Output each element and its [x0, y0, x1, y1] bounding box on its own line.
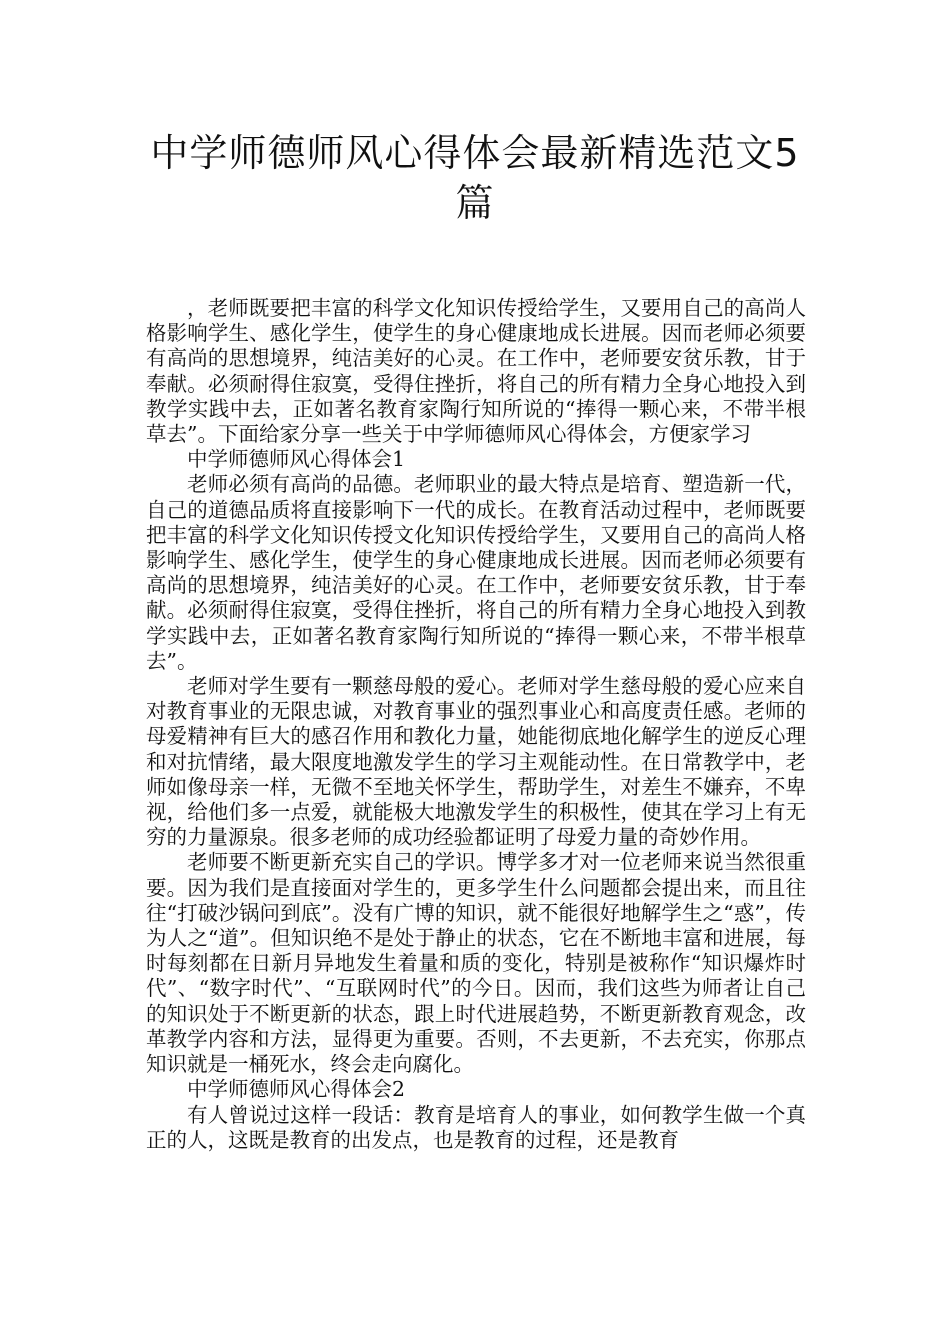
body-paragraph: 有人曾说过这样一段话：教育是培育人的事业，如何教学生做一个真正的人，这既是教育的出发点，也是教育的过程，还是教育 [146, 1102, 806, 1152]
document-title: 中学师德师风心得体会最新精选范文5篇 [150, 131, 800, 225]
body-paragraph: 老师要不断更新充实自己的学识。博学多才对一位老师来说当然很重要。因为我们是直接面对学生的，更多学生什么问题都会提出来，而且往往“打破沙锅问到底”。没有广博的知识，就不能很好地解学生之“惑”，传为人之“道”。但知识绝不是处于静止的状态，它在不断地丰富和进展，每时每刻都在日新月异地发生着量和质的变化，特别是被称作“知识爆炸时代”、“数字时代”、“互联网时代”的今日。因而，我们这些为师者让自己的知识处于不断更新的状态，跟上时代进展趋势，不断更新教育观念，改革教学内容和方法，显得更为重要。否则，不去更新，不去充实，你那点知识就是一桶死水，终会走向腐化。 [146, 850, 806, 1077]
intro-paragraph: ，老师既要把丰富的科学文化知识传授给学生，又要用自己的高尚人格影响学生、感化学生，使学生的身心健康地成长进展。因而老师必须要有高尚的思想境界，纯洁美好的心灵。在工作中，老师要安贫乐教，甘于奉献。必须耐得住寂寞，受得住挫折，将自己的所有精力全身心地投入到教学实践中去，正如著名教育家陶行知所说的“捧得一颗心来，不带半根草去”。下面给家分享一些关于中学师德师风心得体会，方便家学习 [146, 296, 806, 447]
section-heading-1: 中学师德师风心得体会1 [187, 447, 406, 472]
body-paragraph: 老师必须有高尚的品德。老师职业的最大特点是培育、塑造新一代，自己的道德品质将直接影响下一代的成长。在教育活动过程中，老师既要把丰富的科学文化知识传授文化知识传授给学生，又要用自己的高尚人格影响学生、感化学生，使学生的身心健康地成长进展。因而老师必须要有高尚的思想境界，纯洁美好的心灵。在工作中，老师要安贫乐教，甘于奉献。必须耐得住寂寞，受得住挫折，将自己的所有精力全身心地投入到教学实践中去，正如著名教育家陶行知所说的“捧得一颗心来，不带半根草去”。 [146, 472, 806, 673]
section-heading-2: 中学师德师风心得体会2 [187, 1077, 406, 1102]
document-body [146, 296, 806, 1153]
body-paragraph: 老师对学生要有一颗慈母般的爱心。老师对学生慈母般的爱心应来自对教育事业的无限忠诚，对教育事业的强烈事业心和高度责任感。老师的母爱精神有巨大的感召作用和教化力量，她能彻底地化解学生的逆反心理和对抗情绪，最大限度地激发学生的学习主观能动性。在日常教学中，老师如像母亲一样，无微不至地关怀学生，帮助学生，对差生不嫌弃，不卑视，给他们多一点爱，就能极大地激发学生的积极性，使其在学习上有无穷的力量源泉。很多老师的成功经验都证明了母爱力量的奇妙作用。 [146, 674, 806, 850]
